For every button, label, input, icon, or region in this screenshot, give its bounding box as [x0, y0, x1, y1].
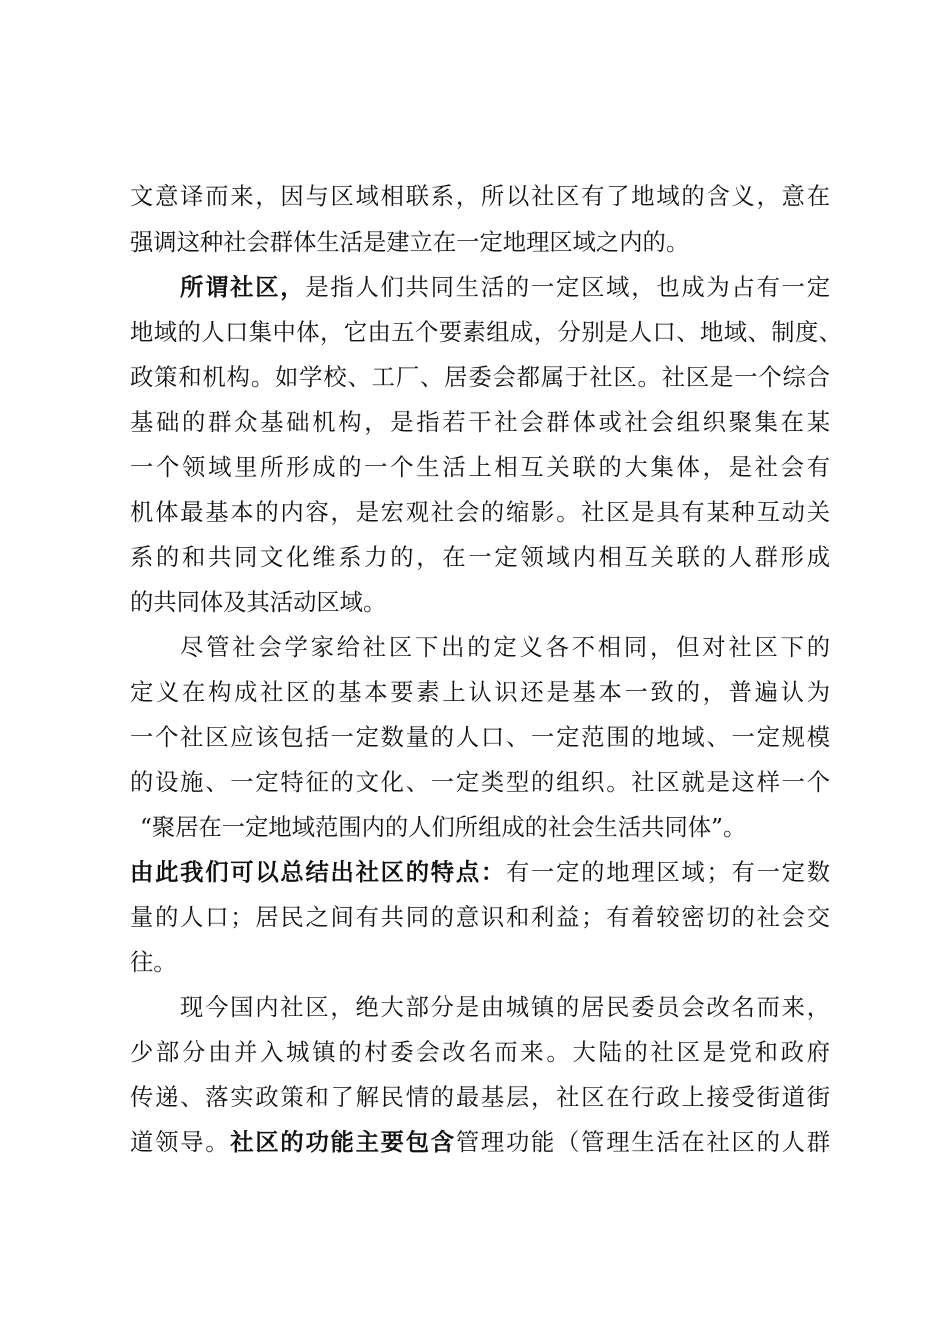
text-line: “聚居在一定地域范围内的人们所组成的社会生活共同体”。	[140, 814, 747, 841]
text-line: 系的和共同文化维系力的，在一定领域内相互关联的人群形成	[130, 544, 830, 571]
text-line: 机体最基本的内容，是宏观社会的缩影。社区是具有某种互动关	[130, 499, 830, 526]
text-line: 传递、落实政策和了解民情的最基层，社区在行政上接受街道街	[130, 1084, 830, 1111]
text-line: 的共同体及其活动区域。	[130, 589, 387, 616]
features-line	[130, 856, 830, 890]
text-line: 文意译而来，因与区域相联系，所以社区有了地域的含义，意在	[130, 183, 830, 210]
text-line: 定义在构成社区的基本要素上认识还是基本一致的，普遍认为	[130, 679, 830, 706]
text-line: 量的人口；居民之间有共同的意识和利益；有着较密切的社会交	[130, 904, 830, 931]
text-line: 一个领域里所形成的一个生活上相互关联的大集体，是社会有	[130, 454, 830, 481]
text-line: 强调这种社会群体生活是建立在一定地理区域之内的。	[130, 229, 690, 256]
text-line: 一个社区应该包括一定数量的人口、一定范围的地域、一定规模	[130, 724, 830, 751]
text-line: 往。	[130, 949, 177, 976]
text-line: 政策和机构。如学校、工厂、居委会都属于社区。社区是一个综合	[130, 364, 830, 391]
text-line: 基础的群众基础机构，是指若干社会群体或社会组织聚集在某	[130, 409, 830, 436]
text-line: 尽管社会学家给社区下出的定义各不相同，但对社区下的	[180, 634, 830, 661]
text-span: 道领导。	[130, 1129, 231, 1156]
text-line: 少部分由并入城镇的村委会改名而来。大陆的社区是党和政府	[130, 1039, 830, 1066]
functions-line	[130, 1126, 830, 1160]
text-line: 现今国内社区，绝大部分是由城镇的居民委员会改名而来，	[180, 994, 830, 1021]
text-span: 是指人们共同生活的一定区域，也成为占有一定	[305, 274, 831, 301]
paragraph-definition-first-line	[180, 271, 830, 305]
text-span: 管理功能（管理生活在社区的人群	[455, 1129, 831, 1156]
text-span: 有一定的地理区域；有一定数	[505, 859, 831, 886]
bold-heading-features: 由此我们可以总结出社区的特点：	[130, 859, 506, 886]
bold-heading-functions: 社区的功能主要包含	[230, 1129, 456, 1156]
text-line: 地域的人口集中体，它由五个要素组成，分别是人口、地域、制度、	[130, 319, 842, 346]
bold-term-community: 所谓社区，	[180, 274, 306, 301]
text-line: 的设施、一定特征的文化、一定类型的组织。社区就是这样一个	[130, 769, 830, 796]
